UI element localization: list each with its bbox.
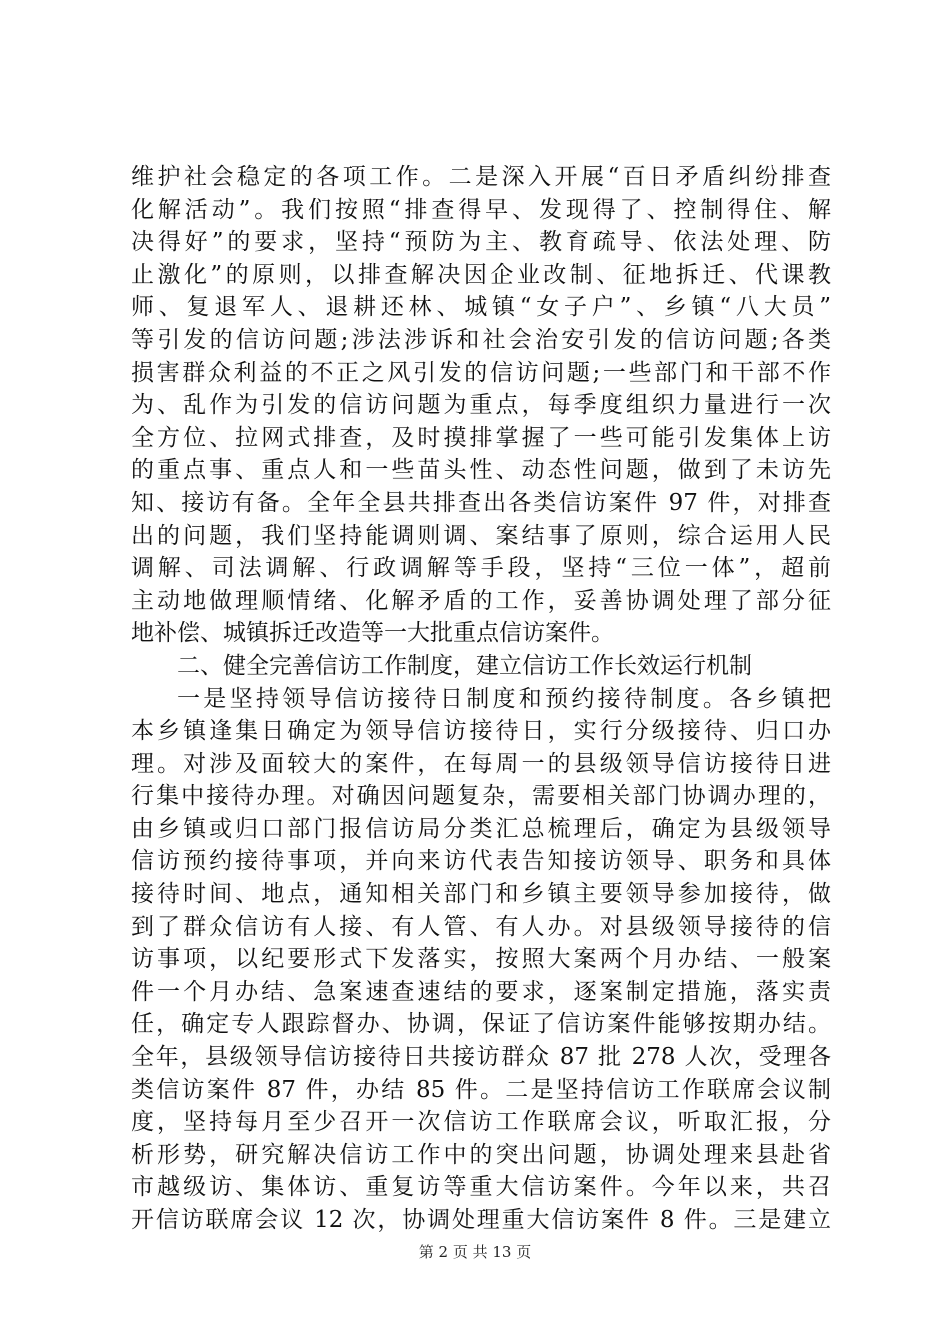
text-line: 由乡镇或归口部门报信访局分类汇总梳理后，确定为县级领导: [131, 815, 831, 842]
text-line: 师、复退军人、退耕还林、城镇“女子户”、乡镇“八大员”: [131, 294, 831, 321]
text-line: 维护社会稳定的各项工作。二是深入开展“百日矛盾纠纷排查: [131, 164, 831, 190]
text-line: 全方位、拉网式排查，及时摸排掌握了一些可能引发集体上访: [131, 424, 831, 451]
text-line: 地补偿、城镇拆迁改造等一大批重点信访案件。: [131, 620, 614, 647]
text-line: 析形势，研究解决信访工作中的突出问题，协调处理来县赴省: [131, 1141, 831, 1168]
text-line: 等引发的信访问题;涉法涉诉和社会治安引发的信访问题;各类: [131, 326, 831, 353]
text-line: 止激化”的原则，以排查解决因企业改制、征地拆迁、代课教: [131, 261, 831, 288]
text-line: 理。对涉及面较大的案件，在每周一的县级领导信访接待日进: [131, 750, 831, 777]
text-line: 件一个月办结、急案速查速结的要求，逐案制定措施，落实责: [131, 978, 831, 1005]
page-footer: [0, 1242, 950, 1262]
page-number: 第 2 页 共 13 页: [418, 1243, 532, 1261]
text-line: 行集中接待办理。对确因问题复杂，需要相关部门协调办理的，: [131, 783, 831, 810]
text-line: 化解活动”。我们按照“排查得早、发现得了、控制得住、解: [131, 196, 831, 223]
text-line: 一是坚持领导信访接待日制度和预约接待制度。各乡镇把: [177, 685, 831, 712]
text-line: 损害群众利益的不正之风引发的信访问题;一些部门和干部不作: [131, 359, 831, 386]
text-line: 访事项，以纪要形式下发落实，按照大案两个月办结、一般案: [131, 946, 831, 973]
text-line: 接待时间、地点，通知相关部门和乡镇主要领导参加接待，做: [131, 881, 831, 908]
text-line: 本乡镇逢集日确定为领导信访接待日，实行分级接待、归口办: [131, 718, 831, 745]
text-line: 到了群众信访有人接、有人管、有人办。对县级领导接待的信: [131, 913, 831, 940]
document-body: [131, 161, 831, 1237]
text-line: 信访预约接待事项，并向来访代表告知接访领导、职务和具体: [131, 848, 831, 875]
text-line: 为、乱作为引发的信访问题为重点，每季度组织力量进行一次: [131, 392, 831, 419]
text-line: 的重点事、重点人和一些苗头性、动态性问题，做到了未访先: [131, 457, 831, 484]
text-line: 知、接访有备。全年全县共排查出各类信访案件 97 件，对排查: [131, 489, 831, 516]
text-line: 调解、司法调解、行政调解等手段，坚持“三位一体”，超前: [131, 555, 831, 582]
text-line: 类信访案件 87 件，办结 85 件。二是坚持信访工作联席会议制: [131, 1076, 831, 1103]
text-line: 度，坚持每月至少召开一次信访工作联席会议，听取汇报，分: [131, 1109, 831, 1136]
text-line: 市越级访、集体访、重复访等重大信访案件。今年以来，共召: [131, 1174, 831, 1201]
text-line: 全年，县级领导信访接待日共接访群众 87 批 278 人次，受理各: [131, 1044, 831, 1071]
text-line: 任，确定专人跟踪督办、协调，保证了信访案件能够按期办结。: [131, 1011, 831, 1038]
text-line: 主动地做理顺情绪、化解矛盾的工作，妥善协调处理了部分征: [131, 587, 831, 614]
text-line: 决得好”的要求，坚持“预防为主、教育疏导、依法处理、防: [131, 229, 831, 256]
text-line: 出的问题，我们坚持能调则调、案结事了原则，综合运用人民: [131, 522, 831, 549]
text-line: 开信访联席会议 12 次，协调处理重大信访案件 8 件。三是建立: [131, 1207, 831, 1233]
text-line: 二、健全完善信访工作制度，建立信访工作长效运行机制: [177, 652, 752, 679]
